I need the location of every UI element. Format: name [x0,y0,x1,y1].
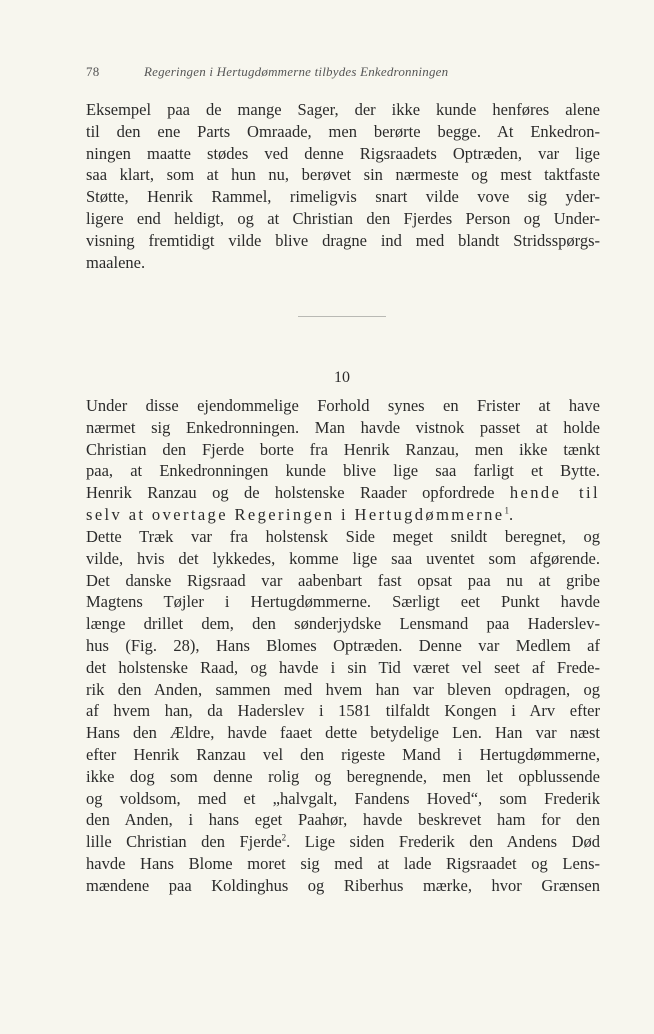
page-number: 78 [86,64,100,79]
running-title: Regeringen i Hertugdømmerne tilbydes Enkedronningen [144,64,449,79]
text-line: og voldsom, med et „halvgalt, Fandens Hoved“, som Frederik [86,788,600,808]
text-line: til den ene Parts Omraade, men berørte begge. At Enkedron- [86,121,600,141]
text-line: rik den Anden, sammen med hvem han var bleven opdragen, og [86,679,600,699]
text-line: Christian den Fjerde borte fra Henrik Ranzau, men ikke tænkt [86,439,600,459]
text-line: Hans den Ældre, havde faaet dette betydelige Len. Han var næst [86,723,600,743]
text-segment: Henrik Ranzau og de holstenske Raader opfordrede [86,483,495,503]
text-line: ligere end heldigt, og at Christian den Fjerdes Person og Under- [86,208,600,228]
text-line: maalene. [86,252,146,272]
text-line [86,482,600,504]
text-line: paa, at Enkedronningen kunde blive lige saa farligt et Bytte. [86,461,600,481]
footnote-ref: 1 [504,505,510,516]
text-line: saa klart, som at hun nu, berøvet sin nærmeste og mest taktfaste [86,165,600,185]
text-line: hus (Fig. 28), Hans Blomes Optræden. Denne var Medlem af [86,635,600,655]
text-line: havde Hans Blome moret sig med at lade Rigsraadet og Lens- [86,853,600,873]
text-line: det holstenske Raad, og havde i sin Tid været vel seet af Frede- [86,657,600,677]
section-number: 10 [334,369,350,386]
text-segment: lille Christian den Fjerde [86,832,282,852]
text-line: ikke dog som denne rolig og beregnende, men let opblussende [86,766,600,786]
text-line [86,831,600,853]
text-line: Det danske Rigsraad var aabenbart fast opsat paa nu at gribe [86,570,600,590]
footnote-ref: 2 [281,832,287,843]
spaced-emphasis: hende til [509,483,600,503]
text-line: vilde, hvis det lykkedes, komme lige saa uventet som afgørende. [86,548,600,568]
spaced-emphasis: selv at overtage Regeringen i Hertugdømmerne [86,504,505,524]
text-line [86,504,600,526]
text-segment: . [509,504,514,524]
text-line: efter Henrik Ranzau vel den rigeste Mand i Hertugdømmerne, [86,744,600,764]
text-line: af hvem han, da Haderslev i 1581 tilfaldt Kongen i Arv efter [86,701,600,721]
text-line: Støtte, Henrik Rammel, rimeligvis snart vilde vove sig yder- [86,187,600,207]
text-line: nærmet sig Enkedronningen. Man havde vistnok passet at holde [86,417,600,437]
text-line: visning fremtidigt vilde blive dragne ind med blandt Stridsspørgs- [86,230,600,250]
text-line: den Anden, i hans eget Paahør, havde beskrevet ham for den [86,810,600,830]
text-line: ningen maatte stødes ved denne Rigsraadets Optræden, var lige [86,143,600,163]
text-line: Under disse ejendommelige Forhold synes en Frister at have [86,396,600,415]
paragraph-1 [86,99,600,273]
paragraph-2 [86,395,600,526]
running-head [86,64,600,80]
text-line: Eksempel paa de mange Sager, der ikke kunde henføres alene [86,100,600,119]
text-line: længe drillet dem, den sønderjydske Lensmand paa Haderslev- [86,614,600,634]
paragraph-3 [86,526,600,897]
text-line: mændene paa Koldinghus og Riberhus mærke, hvor Grænsen [86,875,600,895]
text-segment: . Lige siden Frederik den Andens Død [286,832,601,852]
text-line: Magtens Tøjler i Hertugdømmerne. Særligt eet Punkt havde [86,592,600,612]
text-line: Dette Træk var fra holstensk Side meget snildt beregnet, og [86,527,600,546]
section-divider [298,316,386,317]
